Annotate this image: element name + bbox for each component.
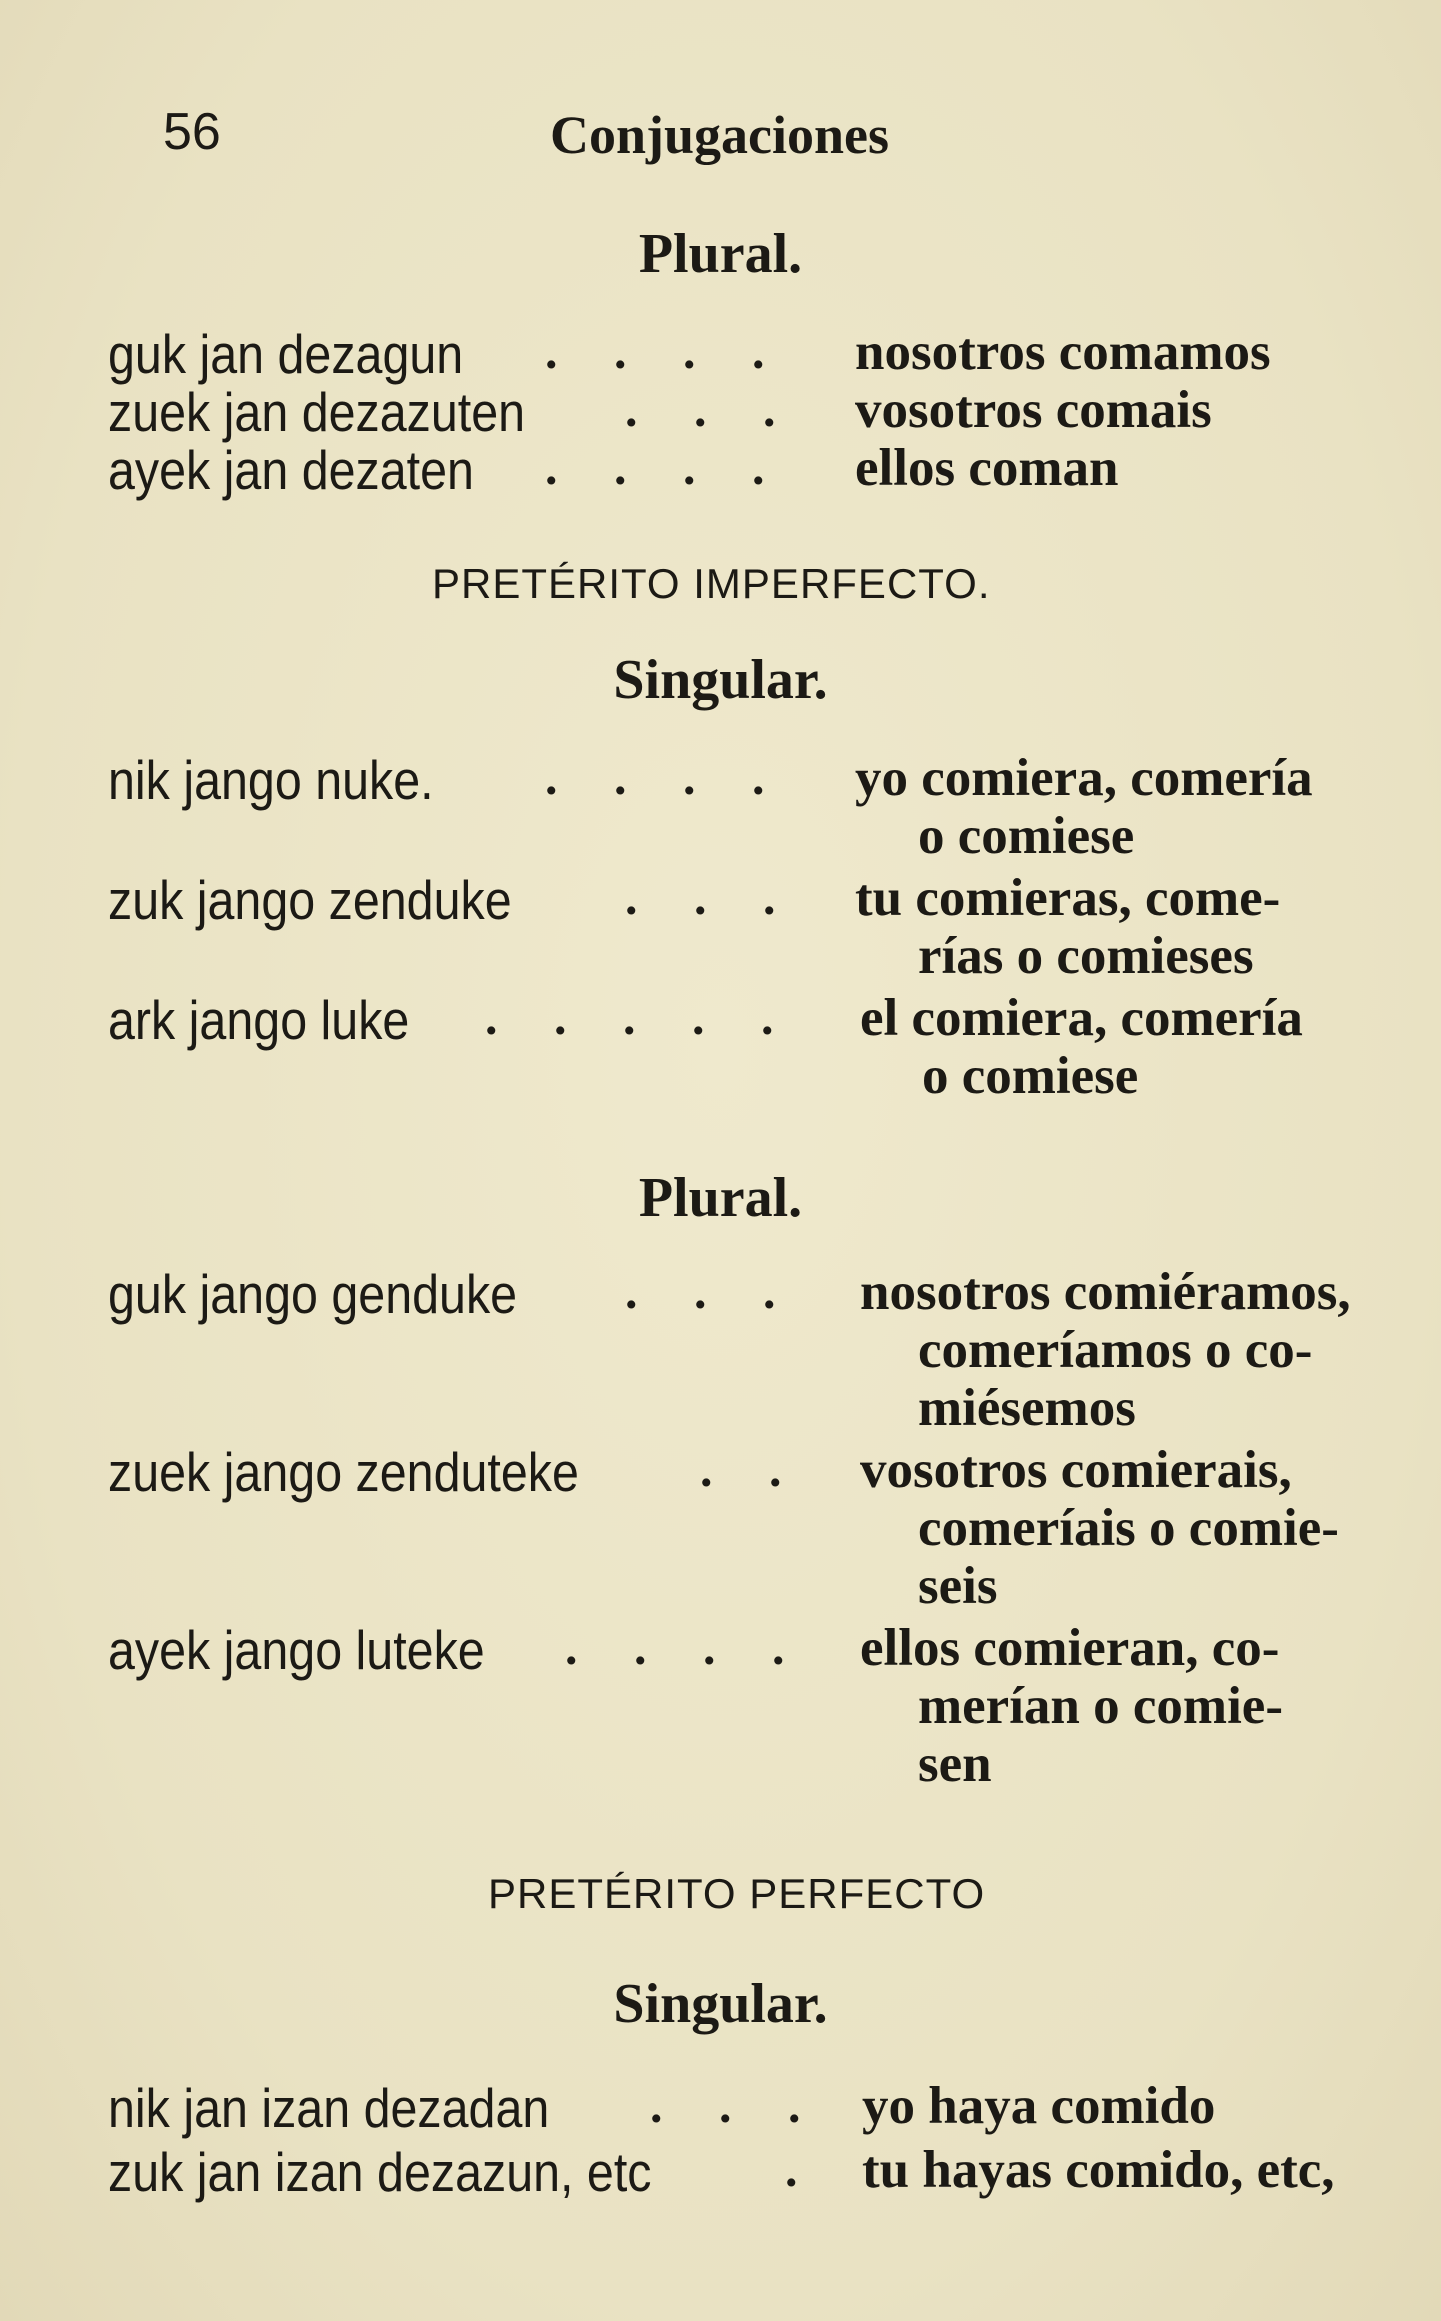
basque-form: zuk jan izan dezazun, etc (108, 2141, 652, 2203)
leader-dots: . . . . (545, 439, 787, 495)
leader-dots: . . . . (545, 749, 787, 805)
basque-form: zuk jango zenduke (108, 869, 512, 931)
section-title-perfecto: PRETÉRITO PERFECTO (488, 1870, 986, 1917)
section-heading-singular: Singular. (613, 649, 828, 711)
basque-form: guk jan dezagun (108, 323, 464, 385)
spanish-translation-cont: comeríais o comie- (918, 1499, 1339, 1557)
basque-form: ayek jango luteke (108, 1619, 485, 1681)
spanish-translation: yo comiera, comería (855, 749, 1313, 807)
basque-form: zuek jan dezazuten (108, 381, 526, 443)
spanish-translation-cont: merían o comie- (918, 1677, 1283, 1735)
basque-form: nik jango nuke. (108, 749, 434, 811)
basque-form: zuek jango zenduteke (108, 1441, 579, 1503)
spanish-translation: nosotros comiéramos, (860, 1263, 1351, 1321)
leader-dots: . . . (625, 869, 798, 925)
spanish-translation-cont: seis (918, 1557, 998, 1615)
leader-dots: . . . . (565, 1619, 807, 1675)
spanish-translation: tu comieras, come- (855, 869, 1281, 927)
basque-form: nik jan izan dezadan (108, 2077, 550, 2139)
spanish-translation-cont: comeríamos o co- (918, 1321, 1313, 1379)
spanish-translation: vosotros comierais, (860, 1441, 1292, 1499)
leader-dots: . . . . . (485, 989, 796, 1045)
spanish-translation: vosotros comais (855, 381, 1212, 439)
section-heading-singular: Singular. (613, 1973, 828, 2035)
basque-form: ayek jan dezaten (108, 439, 474, 501)
spanish-translation: nosotros comamos (855, 323, 1271, 381)
page-number: 56 (163, 103, 221, 161)
spanish-translation-cont: rías o comieses (918, 927, 1254, 985)
spanish-translation-cont: o comiese (918, 807, 1135, 865)
basque-form: guk jango genduke (108, 1263, 518, 1325)
spanish-translation-cont: sen (918, 1735, 992, 1793)
spanish-translation: el comiera, comería (860, 989, 1303, 1047)
section-heading-plural: Plural. (638, 1167, 803, 1229)
spanish-translation: ellos coman (855, 439, 1119, 497)
running-title: Conjugaciones (550, 105, 890, 165)
spanish-translation: yo haya comido (862, 2077, 1216, 2135)
spanish-translation: ellos comieran, co- (860, 1619, 1280, 1677)
basque-form: ark jango luke (108, 989, 410, 1051)
spanish-translation: tu hayas comido, etc, (862, 2141, 1335, 2199)
leader-dots: . . (700, 1441, 804, 1497)
leader-dots: . . . (625, 381, 798, 437)
leader-dots: . . . (625, 1263, 798, 1319)
spanish-translation-cont: o comiese (922, 1047, 1139, 1105)
leader-dots: . . . (650, 2077, 823, 2133)
leader-dots: . . . . (545, 323, 787, 379)
spanish-translation-cont: miésemos (918, 1379, 1136, 1437)
section-title-imperfecto: PRETÉRITO IMPERFECTO. (432, 560, 991, 607)
section-heading-plural: Plural. (638, 223, 803, 285)
leader-dots: . (785, 2141, 820, 2197)
